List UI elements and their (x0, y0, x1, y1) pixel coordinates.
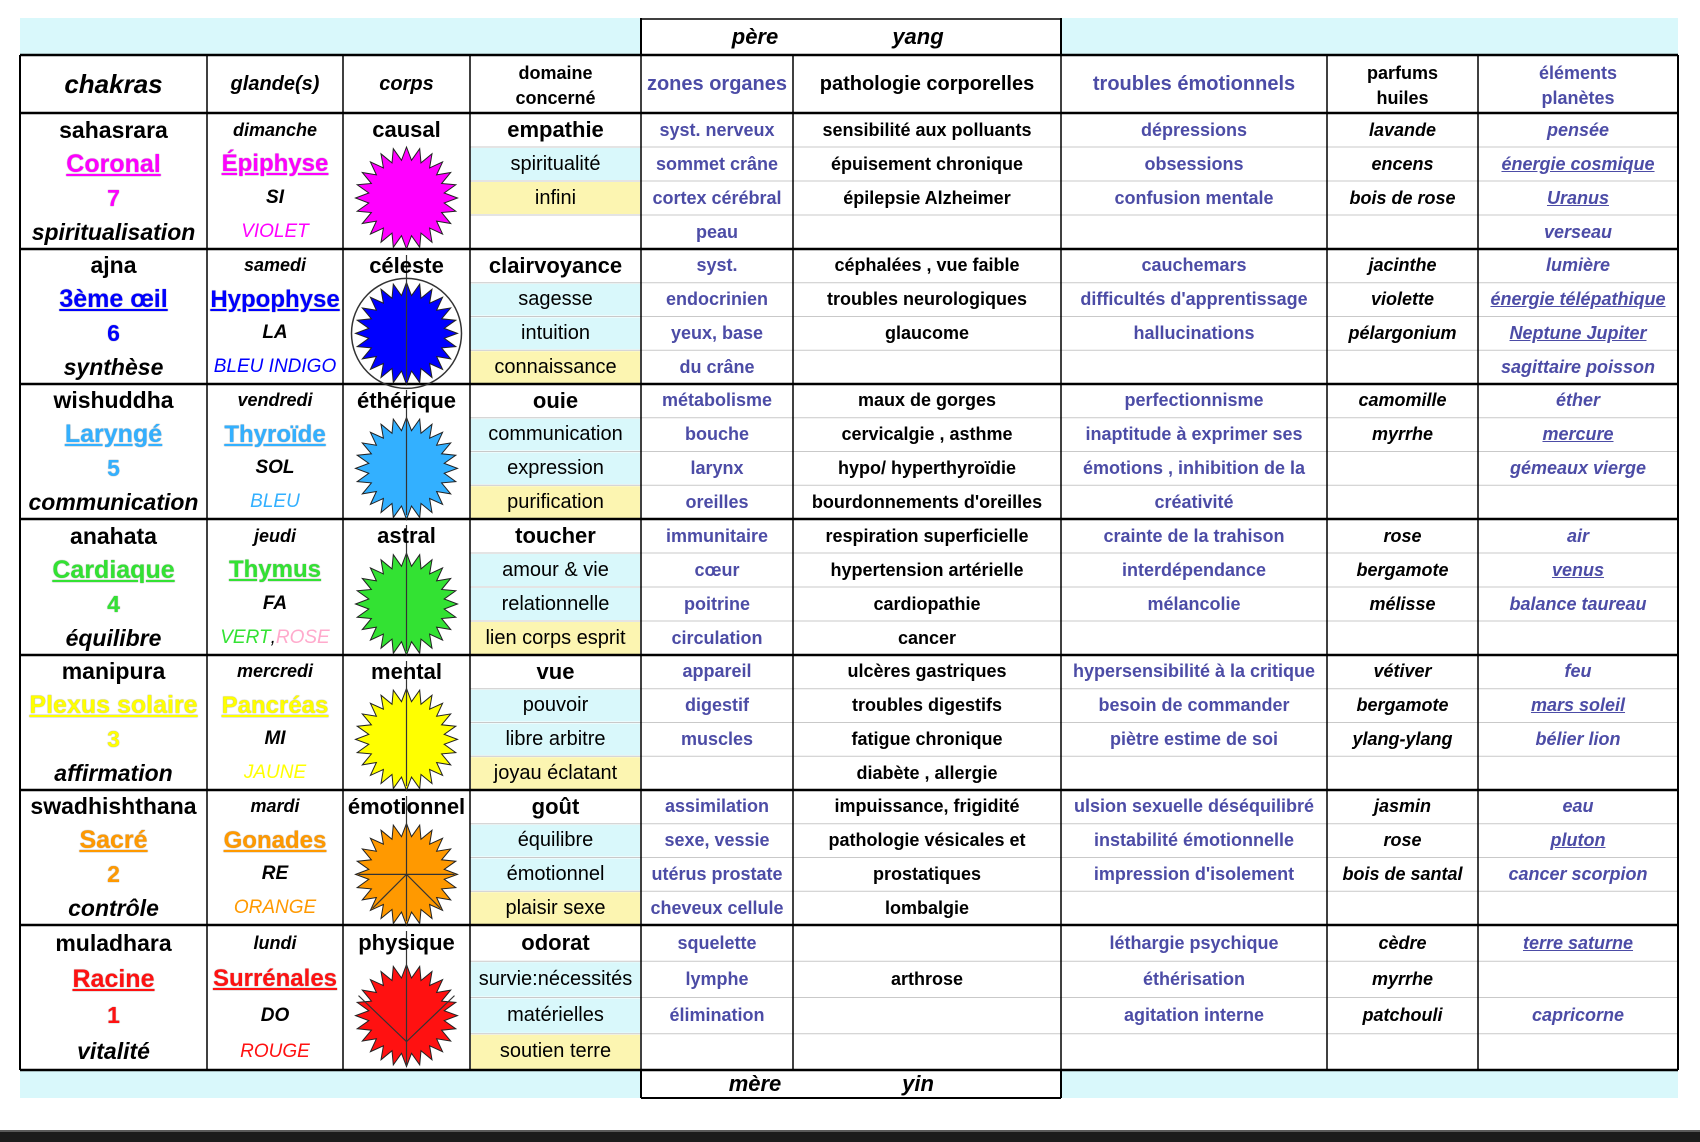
glande-3: BLEU INDIGO (213, 356, 337, 378)
window-bottom-edge (0, 1130, 1700, 1142)
glande-0: vendredi (237, 390, 313, 411)
glande-0: samedi (243, 255, 307, 276)
pathologie-0: maux de gorges (857, 390, 997, 411)
parfum-1: violette (1370, 289, 1435, 310)
coronal-chakra-star-icon (356, 147, 458, 249)
parfum-0: cèdre (1378, 932, 1427, 953)
trouble-0: perfectionnisme (1124, 390, 1264, 411)
domaine-3 (470, 215, 641, 249)
pathologie-1: hypertension artérielle (830, 559, 1024, 580)
parfum-2: bois de rose (1349, 187, 1456, 208)
trouble-2: mélancolie (1147, 593, 1241, 614)
corps-label: éthérique (356, 387, 457, 413)
zone-organe-3: cheveux cellule (650, 897, 784, 918)
trouble-2: confusion mentale (1114, 187, 1274, 208)
element-2: bélier lion (1535, 728, 1621, 749)
parfum-1: encens (1371, 153, 1434, 174)
header-1: glande(s) (230, 72, 320, 95)
glande-2: SI (266, 187, 284, 208)
zone-organe-1: bouche (684, 424, 749, 445)
header-3-line-1: concerné (515, 88, 596, 108)
chakra-name-3: affirmation (54, 759, 173, 786)
domaine-2: relationnelle (501, 592, 610, 615)
chakra-name-0: anahata (70, 522, 157, 549)
trouble-3 (1061, 215, 1327, 249)
pathologie-2: prostatiques (872, 863, 982, 884)
pathologie-0: sensibilité aux polluants (822, 119, 1032, 140)
parfum-1: myrrhe (1371, 968, 1434, 989)
pathologie-3: cancer (897, 627, 957, 648)
domaine-1: pouvoir (522, 694, 589, 717)
domaine-2: matérielles (507, 1004, 604, 1027)
pathologie-1: troubles digestifs (851, 695, 1003, 716)
header-8-line-1: planètes (1541, 88, 1615, 108)
domaine-0: goût (531, 793, 580, 819)
glande-1: Thyroïde (224, 420, 326, 448)
chakra-name-2: 7 (107, 184, 120, 211)
glande-color-part: ROSE (275, 627, 330, 648)
chakra-name-2: 3 (107, 725, 120, 752)
glande-0: mercredi (236, 661, 314, 682)
parfum-3 (1327, 1034, 1478, 1070)
bottom-band-left (20, 1070, 641, 1098)
domaine-0: empathie (507, 117, 604, 142)
domaine-0: toucher (515, 523, 596, 548)
top-band-left (20, 18, 641, 55)
chakra-name-0: wishuddha (53, 387, 174, 414)
element-3 (1478, 1034, 1678, 1070)
element-0: lumière (1545, 255, 1611, 276)
domaine-3: lien corps esprit (485, 626, 626, 649)
pathologie-1: arthrose (890, 968, 964, 989)
chakra-name-2: 1 (107, 1002, 120, 1029)
pathologie-1: pathologie vésicales et (828, 830, 1026, 851)
bottom-band-right (1061, 1070, 1678, 1098)
zone-organe-0: squelette (677, 932, 757, 953)
domaine-3: connaissance (494, 355, 617, 378)
trouble-3 (1061, 350, 1327, 384)
chakra-name-2: 6 (107, 319, 120, 346)
domaine-2: expression (507, 456, 604, 479)
domaine-1: équilibre (517, 829, 594, 852)
trouble-0: cauchemars (1141, 255, 1247, 276)
zone-organe-1: endocrinien (665, 289, 768, 310)
zone-organe-0: syst. (696, 255, 738, 276)
header-2: corps (379, 72, 434, 95)
zone-organe-2: larynx (690, 457, 744, 478)
pathologie-1: cervicalgie , asthme (841, 424, 1013, 445)
element-0: eau (1562, 796, 1594, 817)
parfum-0: camomille (1358, 390, 1447, 411)
header-3-line-0: domaine (518, 63, 593, 83)
element-3 (1478, 891, 1678, 925)
zone-organe-3 (641, 1034, 793, 1070)
element-1: venus (1551, 559, 1605, 580)
domaine-3: plaisir sexe (505, 896, 606, 919)
zone-organe-0: syst. nerveux (659, 119, 775, 140)
pathologie-2 (793, 998, 1061, 1034)
header-0: chakras (64, 68, 163, 99)
element-0: éther (1555, 390, 1600, 411)
element-3 (1478, 756, 1678, 790)
pathologie-3: diabète , allergie (856, 762, 998, 783)
glande-1: Thymus (228, 556, 321, 583)
element-0: terre saturne (1522, 932, 1634, 953)
zone-organe-3: peau (695, 221, 738, 242)
banner-top-left: père (731, 23, 779, 49)
pathologie-2: hypo/ hyperthyroïdie (837, 457, 1017, 478)
parfum-2 (1327, 452, 1478, 486)
parfum-0: rose (1383, 525, 1422, 546)
domaine-2: infini (534, 186, 577, 209)
domaine-3: soutien terre (499, 1040, 612, 1063)
top-band-right (1061, 18, 1678, 55)
domaine-0: vue (536, 658, 575, 684)
zone-organe-1: digestif (684, 695, 749, 716)
header-8-line-0: éléments (1538, 63, 1618, 83)
domaine-0: odorat (521, 930, 590, 956)
element-1: pluton (1550, 830, 1606, 851)
trouble-1: interdépendance (1121, 559, 1267, 580)
header-5: pathologie corporelles (819, 72, 1035, 95)
domaine-3: joyau éclatant (493, 761, 618, 784)
parfum-3 (1327, 756, 1478, 790)
glande-0: mardi (250, 796, 300, 817)
element-1: énergie télépathique (1490, 289, 1666, 310)
header-7-line-1: huiles (1376, 88, 1429, 108)
parfum-3 (1327, 350, 1478, 384)
element-1: mars soleil (1530, 695, 1626, 716)
trouble-0: ulsion sexuelle déséquilibré (1073, 796, 1315, 817)
element-1: énergie cosmique (1501, 153, 1655, 174)
corps-label: émotionnel (347, 793, 466, 819)
zone-organe-3: oreilles (685, 491, 749, 512)
pathologie-0: ulcères gastriques (847, 661, 1007, 682)
parfum-2: pélargonium (1348, 322, 1457, 343)
corps-label: mental (371, 658, 442, 684)
corps-label: physique (358, 930, 455, 956)
glande-color-part: , (270, 627, 276, 648)
trouble-3 (1061, 756, 1327, 790)
glande-1: Pancréas (221, 691, 329, 719)
zone-organe-3: du crâne (679, 356, 755, 377)
zone-organe-3 (641, 756, 793, 790)
zone-organe-2: poitrine (684, 593, 750, 614)
glande-2: FA (262, 593, 288, 614)
glande-1: Surrénales (212, 965, 338, 993)
chakra-name-1: 3ème œil (59, 285, 168, 314)
domaine-1: amour & vie (502, 558, 609, 581)
glande-2: LA (262, 322, 288, 344)
domaine-2: intuition (521, 321, 590, 344)
element-2: Neptune Jupiter (1509, 322, 1647, 343)
chakra-name-3: spiritualisation (31, 218, 196, 245)
glande-3: ROUGE (240, 1040, 310, 1062)
zone-organe-0: métabolisme (661, 390, 773, 411)
domaine-1: sagesse (518, 288, 593, 311)
zone-organe-0: assimilation (664, 796, 770, 817)
chakra-name-2: 4 (107, 590, 120, 617)
parfum-2: ylang-ylang (1352, 728, 1453, 749)
zone-organe-2: cortex cérébral (652, 187, 782, 208)
pathologie-2: épilepsie Alzheimer (843, 187, 1011, 208)
parfum-2: patchouli (1362, 1005, 1443, 1026)
zone-organe-3: circulation (671, 627, 763, 648)
parfum-2: bois de santal (1342, 863, 1463, 884)
pathologie-0: respiration superficielle (825, 525, 1029, 546)
element-2: capricorne (1531, 1005, 1625, 1026)
domaine-2: émotionnel (506, 862, 605, 885)
element-2: cancer scorpion (1508, 863, 1648, 884)
glande-1: Épiphyse (221, 150, 329, 177)
element-2: balance taureau (1509, 593, 1647, 614)
glande-3: ORANGE (233, 897, 317, 919)
parfum-1: myrrhe (1371, 424, 1434, 445)
chakra-name-3: synthèse (63, 353, 164, 380)
element-0: pensée (1546, 119, 1610, 140)
glande-3: BLEU (250, 491, 300, 513)
chakra-name-0: ajna (90, 252, 137, 279)
element-2: Uranus (1546, 187, 1609, 208)
trouble-1: difficultés d'apprentissage (1080, 289, 1308, 310)
trouble-1: éthérisation (1142, 968, 1246, 989)
trouble-1: inaptitude à exprimer ses (1085, 424, 1303, 445)
glande-2: SOL (255, 457, 295, 479)
chakra-name-0: swadhishthana (30, 793, 197, 820)
element-1: mercure (1542, 424, 1614, 445)
glande-2: MI (264, 728, 286, 750)
chakra-name-1: Laryngé (64, 420, 163, 449)
zone-organe-1: sommet crâne (655, 153, 779, 174)
header-7-line-0: parfums (1366, 63, 1438, 83)
chakra-name-3: équilibre (65, 624, 162, 651)
pathologie-2: fatigue chronique (851, 728, 1003, 749)
pathologie-1: épuisement chronique (830, 153, 1024, 174)
zone-organe-1: lymphe (685, 968, 749, 989)
glande-1: Hypophyse (210, 285, 340, 313)
parfum-1: rose (1383, 830, 1422, 851)
chakra-name-1: Sacré (79, 826, 148, 855)
parfum-0: jacinthe (1368, 255, 1437, 276)
chakra-name-0: manipura (61, 658, 166, 685)
trouble-3: créativité (1154, 491, 1234, 512)
trouble-1: besoin de commander (1098, 695, 1290, 716)
chakra-name-0: sahasrara (59, 116, 168, 143)
chakra-name-2: 2 (107, 860, 120, 887)
chakra-name-3: contrôle (68, 894, 159, 921)
pathologie-2: glaucome (884, 322, 970, 343)
domaine-2: libre arbitre (505, 727, 606, 750)
header-6: troubles émotionnels (1092, 72, 1296, 95)
pathologie-2: cardiopathie (873, 593, 981, 614)
corps-label: céleste (369, 252, 444, 278)
parfum-3 (1327, 485, 1478, 519)
domaine-1: spiritualité (510, 152, 601, 175)
parfum-1: bergamote (1356, 559, 1449, 580)
pathologie-0: céphalées , vue faible (834, 255, 1020, 276)
element-0: air (1566, 525, 1590, 546)
glande-0: dimanche (232, 119, 318, 140)
domaine-3: purification (507, 490, 604, 513)
pathologie-3 (793, 1034, 1061, 1070)
element-3: sagittaire poisson (1500, 356, 1656, 377)
element-3 (1478, 621, 1678, 655)
corps-label: astral (377, 523, 436, 548)
element-2: gémeaux vierge (1509, 457, 1647, 478)
zone-organe-0: immunitaire (665, 525, 769, 546)
pathologie-3 (793, 350, 1061, 384)
parfum-2: mélisse (1369, 593, 1436, 614)
element-3: verseau (1543, 221, 1613, 242)
trouble-2: agitation interne (1123, 1005, 1264, 1026)
glande-color-part: VERT (220, 627, 271, 648)
zone-organe-2: élimination (669, 1005, 765, 1026)
banner-top-right: yang (892, 23, 944, 49)
parfum-3 (1327, 621, 1478, 655)
trouble-0: léthargie psychique (1109, 932, 1279, 953)
pathologie-3: lombalgie (884, 897, 969, 918)
trouble-2: piètre estime de soi (1109, 728, 1279, 749)
pathologie-0 (793, 925, 1061, 961)
zone-organe-0: appareil (682, 661, 752, 682)
trouble-3 (1061, 621, 1327, 655)
header-4: zones organes (646, 72, 788, 95)
chakra-name-1: Cardiaque (52, 555, 175, 584)
banner-bottom-left: mère (728, 1071, 782, 1096)
domaine-0: clairvoyance (488, 252, 623, 278)
pathologie-3 (793, 215, 1061, 249)
parfum-1: bergamote (1356, 695, 1449, 716)
chakra-name-0: muladhara (55, 929, 172, 956)
domaine-1: survie:nécessités (478, 967, 633, 990)
glande-colors (207, 621, 343, 655)
zone-organe-1: sexe, vessie (664, 830, 770, 851)
pathologie-0: impuissance, frigidité (834, 796, 1020, 817)
parfum-0: jasmin (1373, 796, 1432, 817)
pathologie-1: troubles neurologiques (826, 289, 1027, 310)
parfum-0: vétiver (1373, 661, 1432, 682)
parfum-0: lavande (1368, 119, 1437, 140)
trouble-1: instabilité émotionnelle (1093, 830, 1295, 851)
glande-2: RE (261, 863, 289, 885)
chakra-name-3: communication (28, 488, 199, 515)
zone-organe-2: utérus prostate (651, 863, 783, 884)
zone-organe-1: cœur (694, 559, 740, 580)
parfum-3 (1327, 215, 1478, 249)
trouble-3 (1061, 1034, 1327, 1070)
glande-3: JAUNE (243, 762, 307, 784)
trouble-2: impression d'isolement (1093, 863, 1295, 884)
pathologie-3: bourdonnements d'oreilles (811, 491, 1043, 512)
glande-1: Gonades (223, 826, 327, 854)
glande-3: VIOLET (241, 221, 309, 242)
glande-0: jeudi (253, 525, 296, 546)
trouble-2: hallucinations (1133, 322, 1255, 343)
element-0: feu (1564, 661, 1592, 682)
banner-bottom-right: yin (902, 1071, 934, 1096)
trouble-0: dépressions (1140, 119, 1248, 140)
domaine-0: ouie (532, 387, 579, 413)
chakra-name-3: vitalité (77, 1038, 150, 1065)
element-3 (1478, 485, 1678, 519)
corps-label: causal (372, 117, 441, 142)
zone-organe-2: muscles (680, 728, 754, 749)
trouble-0: hypersensibilité à la critique (1072, 661, 1316, 682)
chakra-name-2: 5 (107, 454, 120, 481)
trouble-2: émotions , inhibition de la (1082, 457, 1305, 478)
trouble-3 (1061, 891, 1327, 925)
glande-0: lundi (253, 932, 297, 953)
chakra-name-1: Coronal (66, 149, 161, 178)
chakra-name-1: Racine (72, 964, 155, 993)
domaine-1: communication (488, 423, 623, 446)
trouble-0: crainte de la trahison (1103, 525, 1285, 546)
element-1 (1478, 961, 1678, 997)
zone-organe-2: yeux, base (670, 322, 764, 343)
trouble-1: obsessions (1144, 153, 1244, 174)
parfum-3 (1327, 891, 1478, 925)
chakra-name-1: Plexus solaire (29, 691, 198, 720)
glande-2: DO (260, 1004, 290, 1026)
